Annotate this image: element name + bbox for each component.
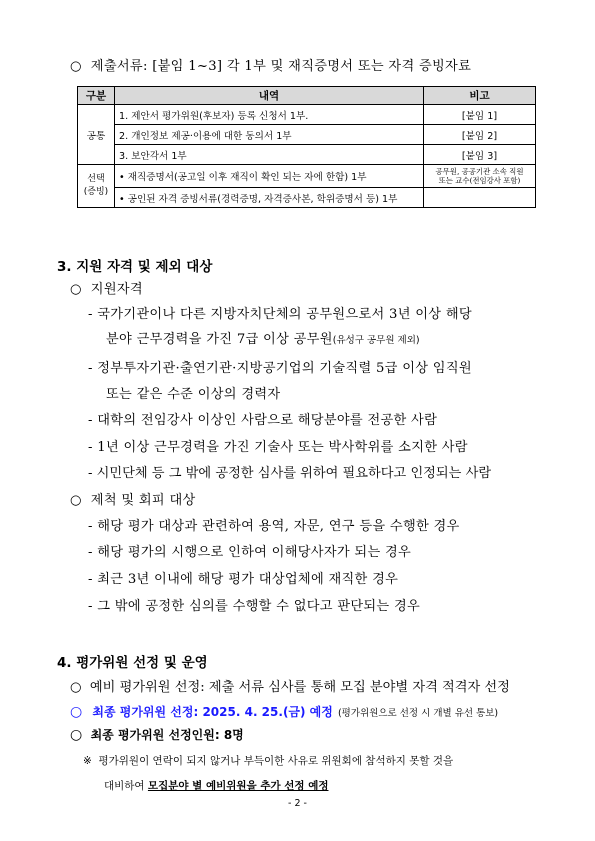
section4-title: 4. 평가위원 선정 및 운영	[57, 655, 208, 671]
qual-item-1-line1: - 국가기관이나 다른 지방자치단체의 공무원으로서 3년 이상 해당	[88, 307, 472, 322]
note-text-1: 평가위원이 연락이 되지 않거나 부득이한 사유로 위원회에 참석하지 못할 것을	[98, 755, 454, 767]
note-line1	[83, 753, 453, 768]
circle-marker: ○	[70, 59, 82, 74]
selection-count-line	[70, 726, 244, 743]
row-content: 3. 보안각서 1부	[115, 145, 424, 165]
final-selection-note: (평가위원으로 선정 시 개별 유선 통보)	[337, 708, 499, 719]
qual-item-3: - 대학의 전임강사 이상인 사람으로 해당분야를 전공한 사람	[88, 413, 438, 428]
row-content: 2. 개인정보 제공·이용에 대한 동의서 1부	[115, 125, 424, 145]
excl-item-4: - 그 밖에 공정한 심의를 수행할 수 없다고 판단되는 경우	[88, 599, 421, 614]
row-note: [붙임 2]	[424, 125, 536, 145]
prelim-text: 예비 평가위원 선정: 제출 서류 심사를 통해 모집 분야별 자격 적격자 선정	[89, 680, 510, 695]
row-note: [붙임 3]	[424, 145, 536, 165]
header-note: 비고	[424, 87, 536, 105]
section3-title: 3. 지원 자격 및 제외 대상	[57, 259, 213, 275]
qual-item-1-line2-text: 분야 근무경력을 가진 7급 이상 공무원	[106, 332, 333, 347]
qual-item-2-line2: 또는 같은 수준 이상의 경력자	[106, 387, 281, 402]
header-content: 내역	[115, 87, 424, 105]
table-row	[78, 165, 536, 188]
note-line2	[104, 778, 329, 793]
page-number: - 2 -	[288, 798, 307, 809]
table-row	[78, 145, 536, 165]
qual-item-4: - 1년 이상 근무경력을 가진 기술사 또는 박사학위를 소지한 사람	[88, 440, 468, 455]
excl-item-3: - 최근 3년 이내에 해당 평가 대상업체에 재직한 경우	[88, 572, 399, 587]
note-text-2-prefix: 대비하여	[104, 780, 148, 792]
qual-item-2-line1: - 정부투자기관·출연기관·지방공기업의 기술직렬 5급 이상 임직원	[88, 361, 472, 376]
row-note	[424, 165, 536, 188]
table-row	[78, 125, 536, 145]
exclusion-heading	[70, 489, 196, 508]
selection-count-text: 최종 평가위원 선정인원: 8명	[90, 728, 244, 742]
qualification-heading	[70, 278, 143, 297]
reference-mark: ※	[83, 755, 92, 767]
note-line2: 또는 교수(전임강사 포함)	[438, 176, 521, 185]
final-selection-text: 최종 평가위원 선정: 2025. 4. 25.(금) 예정	[92, 705, 333, 719]
qual-item-1-line2-small: (유성구 공무원 제외)	[332, 335, 420, 346]
qual-item-1-line2	[106, 328, 420, 347]
excl-item-1: - 해당 평가 대상과 관련하여 용역, 자문, 연구 등을 수행한 경우	[88, 519, 460, 534]
circle-marker: ○	[70, 493, 82, 508]
group-label-optional	[78, 165, 115, 208]
note-text-2-emphasis: 모집분야 별 예비위원을 추가 선정 예정	[147, 780, 329, 792]
circle-marker: ○	[70, 282, 82, 297]
exclusion-title: 제척 및 회피 대상	[90, 493, 196, 508]
circle-marker: ○	[70, 704, 83, 720]
circle-marker: ○	[70, 680, 82, 695]
excl-item-2: - 해당 평가의 시행으로 인하여 이해당사자가 되는 경우	[88, 545, 412, 560]
note-line1: 공무원, 공공기관 소속 직원	[435, 167, 524, 176]
circle-marker: ○	[70, 727, 83, 743]
group-label-common: 공통	[78, 105, 115, 165]
prelim-line	[70, 676, 510, 695]
submission-text: 제출서류: [붙임 1~3] 각 1부 및 재직증명서 또는 자격 증빙자료	[90, 59, 472, 74]
group-label-line2: (증빙)	[83, 187, 109, 197]
table-row	[78, 188, 536, 208]
row-content: • 재직증명서(공고일 이후 재직이 확인 되는 자에 한함) 1부	[115, 165, 424, 188]
qualification-title: 지원자격	[90, 282, 143, 297]
final-selection-line	[70, 701, 498, 720]
row-content: • 공인된 자격 증빙서류(경력증명, 자격증사본, 학위증명서 등) 1부	[115, 188, 424, 208]
table-row	[78, 105, 536, 125]
row-note: [붙임 1]	[424, 105, 536, 125]
group-label-line1: 선택	[87, 174, 105, 184]
document-table	[77, 86, 536, 208]
row-content: 1. 제안서 평가위원(후보자) 등록 신청서 1부.	[115, 105, 424, 125]
header-category: 구분	[78, 87, 115, 105]
table-header-row	[78, 87, 536, 105]
submission-line	[70, 55, 471, 74]
row-note	[424, 188, 536, 208]
qual-item-5: - 시민단체 등 그 밖에 공정한 심사를 위하여 필요하다고 인정되는 사람	[88, 466, 492, 481]
